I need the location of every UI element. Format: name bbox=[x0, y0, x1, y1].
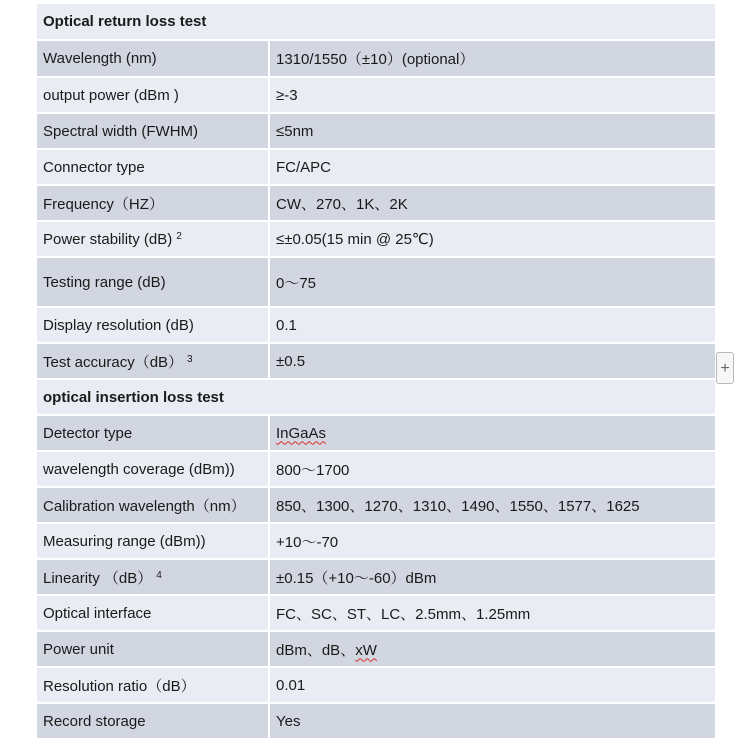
table-row bbox=[37, 41, 715, 76]
spec-label-text: Power stability (dB) bbox=[43, 230, 173, 248]
spec-label: output power (dBm ) bbox=[37, 78, 270, 112]
table-row bbox=[37, 488, 715, 522]
spec-value: CW、270、1K、2K bbox=[270, 186, 715, 220]
spec-value bbox=[270, 416, 715, 450]
spec-label: Measuring range (dBm)) bbox=[37, 524, 270, 558]
footnote-marker: 4 bbox=[156, 569, 162, 581]
table-row bbox=[37, 632, 715, 666]
spec-label: Detector type bbox=[37, 416, 270, 450]
spec-value: Yes bbox=[270, 704, 715, 738]
footnote-marker: 2 bbox=[176, 230, 182, 242]
table-row bbox=[37, 308, 715, 342]
spec-value: ≥-3 bbox=[270, 78, 715, 112]
table-row bbox=[37, 452, 715, 486]
table-row bbox=[37, 114, 715, 148]
spec-label: Power unit bbox=[37, 632, 270, 666]
spellcheck-flagged-text: InGaAs bbox=[276, 424, 327, 442]
spec-label: Record storage bbox=[37, 704, 270, 738]
spec-value: 0～75 bbox=[270, 258, 715, 306]
spec-label: Spectral width (FWHM) bbox=[37, 114, 270, 148]
spec-label: Calibration wavelength（nm） bbox=[37, 488, 270, 522]
spellcheck-flagged-text: xW bbox=[355, 641, 377, 659]
table-row bbox=[37, 258, 715, 306]
table-row bbox=[37, 222, 715, 256]
spec-value: 0.1 bbox=[270, 308, 715, 342]
table-row bbox=[37, 416, 715, 450]
table-row bbox=[37, 668, 715, 702]
spec-value: 1310/1550（±10）(optional） bbox=[270, 41, 715, 76]
spec-value: 800～1700 bbox=[270, 452, 715, 486]
table-row bbox=[37, 78, 715, 112]
table-row bbox=[37, 186, 715, 220]
spec-label bbox=[37, 560, 270, 594]
section-header-insertion-loss bbox=[37, 380, 715, 414]
spec-value: ≤5nm bbox=[270, 114, 715, 148]
table-row bbox=[37, 596, 715, 630]
table-row bbox=[37, 344, 715, 378]
spec-label bbox=[37, 222, 270, 256]
spec-value: ±0.5 bbox=[270, 344, 715, 378]
spec-label-text: Test accuracy（dB） bbox=[43, 353, 184, 371]
section-header-return-loss bbox=[37, 4, 715, 39]
spec-value bbox=[270, 632, 715, 666]
spec-value: FC/APC bbox=[270, 150, 715, 184]
spec-label: Resolution ratio（dB） bbox=[37, 668, 270, 702]
table-row bbox=[37, 704, 715, 738]
spec-label: Display resolution (dB) bbox=[37, 308, 270, 342]
spec-label: Frequency（HZ） bbox=[37, 186, 270, 220]
expand-button[interactable]: + bbox=[716, 352, 734, 384]
spec-value: 0.01 bbox=[270, 668, 715, 702]
spec-value: FC、SC、ST、LC、2.5mm、1.25mm bbox=[270, 596, 715, 630]
power-unit-text: dBm、dB、 bbox=[276, 641, 356, 659]
spec-label: Connector type bbox=[37, 150, 270, 184]
spec-label: Optical interface bbox=[37, 596, 270, 630]
spec-value: 850、1300、1270、1310、1490、1550、1577、1625 bbox=[270, 488, 715, 522]
spec-label-text: Linearity （dB） bbox=[43, 569, 153, 587]
spec-value: ±0.15（+10～-60）dBm bbox=[270, 560, 715, 594]
spec-value: ≤±0.05(15 min @ 25℃) bbox=[270, 222, 715, 256]
table-row bbox=[37, 524, 715, 558]
section-title: optical insertion loss test bbox=[37, 380, 715, 414]
specification-table bbox=[37, 2, 715, 740]
spec-label: wavelength coverage (dBm)) bbox=[37, 452, 270, 486]
footnote-marker: 3 bbox=[187, 353, 193, 365]
table-row bbox=[37, 560, 715, 594]
spec-label: Testing range (dB) bbox=[37, 258, 270, 306]
spec-value: +10～-70 bbox=[270, 524, 715, 558]
spec-label: Wavelength (nm) bbox=[37, 41, 270, 76]
section-title: Optical return loss test bbox=[37, 4, 715, 39]
spec-label bbox=[37, 344, 270, 378]
table-row bbox=[37, 150, 715, 184]
